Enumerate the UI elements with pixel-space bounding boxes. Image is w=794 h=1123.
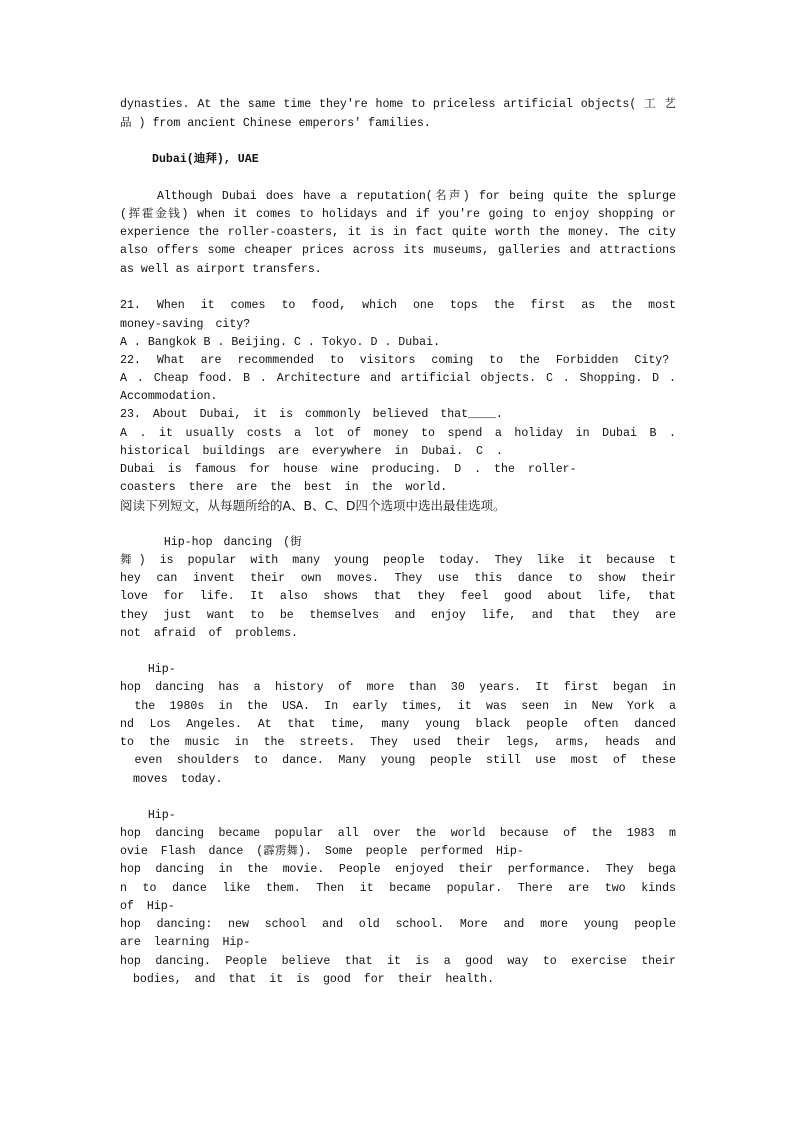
question-line: money-saving city? xyxy=(120,318,251,331)
text-line: love for life. It also shows that they feel good about life, that xyxy=(120,590,676,603)
question-options: coasters there are the best in the world. xyxy=(120,481,448,494)
text-line: hop dancing in the movie. People enjoyed their performance. They bega xyxy=(120,863,676,876)
text-line: as well as airport transfers. xyxy=(120,263,322,276)
question-options: Dubai is famous for house wine producing. D . the roller- xyxy=(120,463,577,476)
text-line: the 1980s in the USA. In early times, it was seen in New York a xyxy=(120,700,676,713)
text-line: hop dancing became popular all over the world because of the 1983 m xyxy=(120,827,676,840)
text-line: hop dancing. People believe that it is a good way to exercise their xyxy=(120,955,676,968)
question-line: 22. What are recommended to visitors coming to the Forbidden City? xyxy=(120,354,670,367)
question-line: 21. When it comes to food, which one tops the first as the most xyxy=(120,299,676,312)
text-line: 舞) is popular with many young people today. They like it because t xyxy=(120,554,676,567)
text-line: Hip-hop dancing (街 xyxy=(120,536,302,549)
section-heading: Dubai(迪拜), UAE xyxy=(152,153,259,166)
text-line: of Hip- xyxy=(120,900,175,913)
text-line: experience the roller-coasters, it is in fact quite worth the money. The city xyxy=(120,226,676,239)
text-line: are learning Hip- xyxy=(120,936,251,949)
text-line: (挥霍金钱) when it comes to holidays and if you're going to enjoy shopping or xyxy=(120,208,676,221)
text-line: Hip- xyxy=(120,809,176,822)
text-line: also offers some cheaper prices across its museums, galleries and attractions xyxy=(120,244,676,257)
text-line: nd Los Angeles. At that time, many young black people often danced xyxy=(120,718,676,731)
text-line: dynasties. At the same time they're home to priceless artificial objects( 工 艺 xyxy=(120,98,676,111)
text-line: hop dancing: new school and old school. More and more young people xyxy=(120,918,676,931)
text-line: bodies, and that it is good for their health. xyxy=(120,973,495,986)
text-line: to the music in the streets. They used their legs, arms, heads and xyxy=(120,736,676,749)
text-line: Hip- xyxy=(120,663,176,676)
instruction-text: 阅读下列短文，从每题所给的A、B、C、D四个选项中选出最佳选项。 xyxy=(120,498,506,513)
text-line: Although Dubai does have a reputation(名声) for being quite the splurge xyxy=(120,190,676,203)
text-line: not afraid of problems. xyxy=(120,627,299,640)
text-line: moves today. xyxy=(120,773,223,786)
question-line: 23. About Dubai, it is commonly believed that____. xyxy=(120,408,503,421)
question-options: A . Bangkok B . Beijing. C . Tokyo. D . Dubai. xyxy=(120,336,441,349)
text-line: hop dancing has a history of more than 30 years. It first began in xyxy=(120,681,676,694)
text-line: they just want to be themselves and enjoy life, and that they are xyxy=(120,609,676,622)
text-line: ovie Flash dance (霹雳舞). Some people performed Hip- xyxy=(120,845,524,858)
question-options: A . Cheap food. B . Architecture and artificial objects. C . Shopping. D . xyxy=(120,372,676,385)
question-options: Accommodation. xyxy=(120,390,218,403)
text-line: even shoulders to dance. Many young people still use most of these xyxy=(120,754,676,767)
question-options: historical buildings are everywhere in Dubai. C . xyxy=(120,445,503,458)
text-line: 品 ) from ancient Chinese emperors' families. xyxy=(120,117,431,130)
text-line: n to dance like them. Then it became popular. There are two kinds xyxy=(120,882,676,895)
question-options: A . it usually costs a lot of money to spend a holiday in Dubai B . xyxy=(120,427,676,440)
text-line: hey can invent their own moves. They use this dance to show their xyxy=(120,572,676,585)
